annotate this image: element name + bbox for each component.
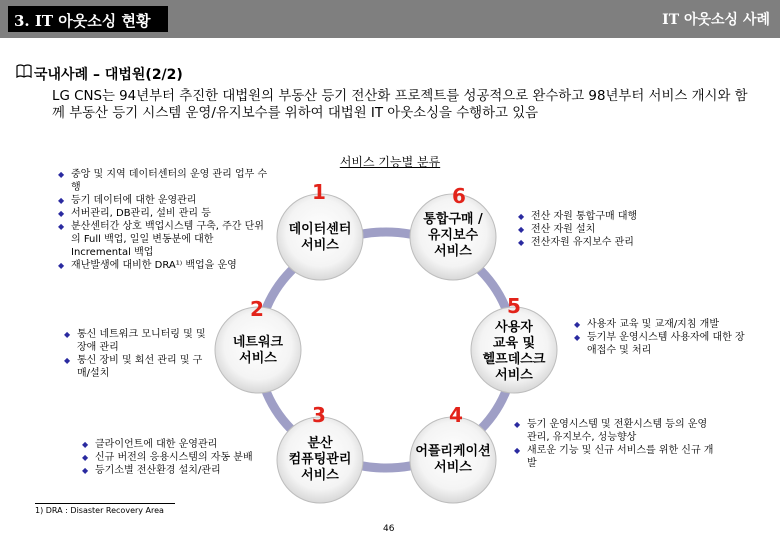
list-application [514,418,714,470]
diagram-title: 서비스 기능별 분류 [339,155,441,169]
node-label-3 [270,436,370,484]
list-datacenter [58,168,270,272]
node-label-line: 컴퓨팅관리 [288,452,352,467]
node-label-line: 분산 [307,436,333,451]
list-helpdesk [574,318,754,357]
page-number: 46 [383,524,395,534]
list-item: ◆ 전산자원 유지보수 관리 [518,236,728,249]
node-label-1 [270,222,370,254]
list-item: ◆ 등기소별 전산환경 설치/관리 [82,464,277,477]
list-item: ◆ 중앙 및 지역 데이터센터의 운영 관리 업무 수행 [58,168,270,194]
list-item: ◆ 분산센터간 상호 백업시스템 구축, 주간 단위의 Full 백업, 일일 변동분에 대한 Incremental 백업 [58,220,270,259]
node-number-1: 1 [312,180,326,204]
list-item: ◆ 클라이언트에 대한 운영관리 [82,438,277,451]
header-left-title: 3. IT 아웃소싱 현황 [14,12,151,30]
node-label-2 [208,335,308,367]
list-item: ◆ 새로운 기능 및 신규 서비스를 위한 신규 개발 [514,444,714,470]
node-label-line: 서비스 [434,244,472,259]
section-title: 국내사례 – 대법원(2/2) [34,67,183,83]
node-number-3: 3 [312,403,326,427]
node-label-line: 교육 및 [492,336,536,351]
list-network [64,328,214,380]
list-item: ◆ 재난발생에 대비한 DRA¹⁾ 백업을 운영 [58,259,270,272]
node-label-line: 서비스 [239,351,277,366]
list-item: ◆ 통신 네트워크 모니터링 및 및 장애 관리 [64,328,214,354]
footnote-divider [35,503,175,504]
node-label-line: 통합구매 / [423,212,483,227]
list-item: ◆ 통신 장비 및 회선 관리 및 구매/설치 [64,354,214,380]
node-label-line: 어플리케이션 [415,444,491,459]
list-item: ◆ 등기 데이터에 대한 운영관리 [58,194,270,207]
intro-paragraph: LG CNS는 94년부터 추진한 대법원의 부동산 등기 전산화 프로젝트를 성공적으로 완수하고 98년부터 서비스 개시와 함께 부동산 등기 시스템 운영/유지보수를 위하여 대법원 IT 아웃소싱을 수행하고 있음 [52,89,748,121]
node-number-6: 6 [452,184,466,208]
node-label-line: 사용자 [495,320,533,335]
list-item: ◆ 등기부 운영시스템 사용자에 대한 장애접수 및 처리 [574,331,754,357]
list-item: ◆ 전산 자원 설치 [518,223,728,236]
list-item: ◆ 전산 자원 통합구매 대행 [518,210,728,223]
list-item: ◆ 서버관리, DB관리, 설비 관리 등 [58,207,270,220]
node-number-2: 2 [250,297,264,321]
list-procurement [518,210,728,249]
node-label-line: 네트워크 [232,335,284,350]
node-label-line: 서비스 [301,468,339,483]
list-item: ◆ 신규 버전의 응용시스템의 자동 분배 [82,451,277,464]
list-item: ◆ 등기 운영시스템 및 전환시스템 등의 운영관리, 유지보수, 성능향상 [514,418,714,444]
node-label-line: 서비스 [495,368,533,383]
node-label-4 [403,444,503,476]
node-label-5 [464,320,564,384]
node-number-4: 4 [449,403,463,427]
node-label-line: 헬프데스크 [482,352,546,367]
node-label-6 [403,212,503,260]
node-label-line: 데이터센터 [288,222,352,237]
node-label-line: 서비스 [301,238,339,253]
header-right-title: IT 아웃소싱 사례 [662,12,770,28]
list-item: ◆ 사용자 교육 및 교재/지침 개발 [574,318,754,331]
node-label-line: 서비스 [434,460,472,475]
node-number-5: 5 [507,294,521,318]
list-distributed [82,438,277,477]
footnote: 1) DRA : Disaster Recovery Area [35,506,164,515]
node-label-line: 유지보수 [427,228,479,243]
